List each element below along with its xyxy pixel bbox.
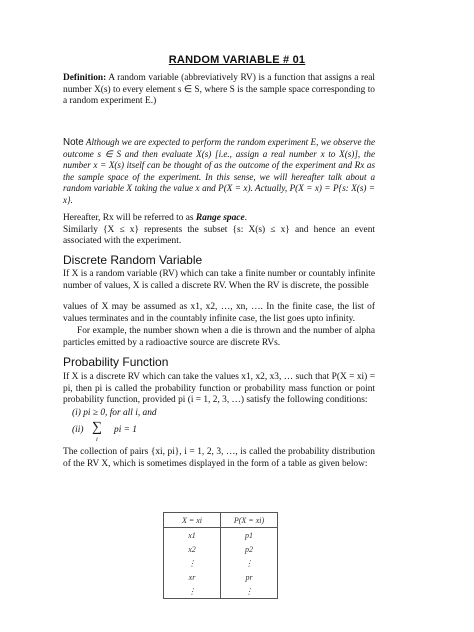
table-cell: x2 bbox=[164, 542, 221, 556]
discrete-rv-heading: Discrete Random Variable bbox=[63, 253, 203, 267]
definition-text: A random variable (abbreviatively RV) is a function that assigns a real number X(s) to every element s ∈ S, where S is the sample space corresponding to a random experiment E.) bbox=[63, 73, 375, 107]
distribution-paragraph: The collection of pairs {xi, pi}, i = 1, 2, 3, …, is called the probability distribution of the RV X, which is sometimes displayed in the form of a table as given below: bbox=[63, 447, 375, 469]
range-space-paragraph bbox=[63, 213, 375, 248]
table-header-x: X = xi bbox=[164, 513, 221, 528]
condition-2-text: pi = 1 bbox=[114, 425, 137, 435]
table-row bbox=[164, 570, 278, 584]
table-cell: p1 bbox=[221, 528, 278, 543]
probability-function-heading: Probability Function bbox=[63, 355, 169, 369]
table-cell: ⋮ bbox=[164, 556, 221, 570]
summation-index: i bbox=[96, 436, 98, 443]
range-space-period: . bbox=[244, 213, 247, 223]
discrete-paragraph-3: For example, the number shown when a die is thrown and the number of alpha particles emitted by a radioactive source are discrete RVs. bbox=[63, 326, 375, 348]
table-cell: p2 bbox=[221, 542, 278, 556]
table-row bbox=[164, 584, 278, 599]
condition-1: (i) pi ≥ 0, for all i, and bbox=[72, 408, 157, 418]
table-cell: xr bbox=[164, 570, 221, 584]
definition-label: Definition: bbox=[63, 73, 107, 83]
table-cell: ⋮ bbox=[221, 556, 278, 570]
probability-distribution-table bbox=[163, 512, 278, 599]
table-row bbox=[164, 528, 278, 543]
summation-symbol: ∑ bbox=[92, 420, 102, 435]
condition-2-label: (ii) bbox=[72, 425, 84, 435]
condition-2 bbox=[72, 425, 83, 435]
note-text: Although we are expected to perform the random experiment E, we observe the outcome s ∈ S and then evaluate X(s) [i.e., assign a real number x to X(s)], the number x = X(s) itself can be thought of as the outcome of the experiment and Rx as the sample space of the experiment. In this sense, we will hereafter talk about a random variable X taking the value x and P(X = x). Actually, P(X = x) = P{s: X(s) = x}. bbox=[63, 137, 375, 205]
table-cell: pr bbox=[221, 570, 278, 584]
discrete-paragraph-1: If X is a random variable (RV) which can take a finite number or countably infinite number of values, X is called a discrete RV. When the RV is discrete, the possible bbox=[63, 269, 375, 291]
discrete-paragraph-2: values of X may be assumed as x1, x2, …, xn, …. In the finite case, the list of values terminates and in the countably infinite case, the list goes upto infinity. bbox=[63, 302, 375, 324]
table-row bbox=[164, 542, 278, 556]
table-header-p: P(X = xi) bbox=[221, 513, 278, 528]
range-space-text: Hereafter, Rx will be referred to as bbox=[63, 213, 196, 223]
table-cell: ⋮ bbox=[221, 584, 278, 599]
note-paragraph bbox=[63, 137, 375, 207]
table-cell: x1 bbox=[164, 528, 221, 543]
definition-paragraph bbox=[63, 73, 375, 108]
range-space-term: Range space bbox=[195, 213, 245, 223]
probability-function-paragraph: If X is a discrete RV which can take the values x1, x2, x3, … such that P(X = xi) = pi, then pi is called the probability function or probability mass function or point probability function, provided pi (i = 1, 2, 3, …) satisfy the following conditions: bbox=[63, 372, 375, 406]
table-header-row bbox=[164, 513, 278, 528]
page-title: RANDOM VARIABLE # 01 bbox=[168, 54, 306, 66]
range-space-line2: Similarly {X ≤ x} represents the subset {s: X(s) ≤ x} and hence an event associated with the experiment. bbox=[63, 224, 375, 247]
table-cell: ⋮ bbox=[164, 584, 221, 599]
table-row bbox=[164, 556, 278, 570]
note-label: Note bbox=[63, 137, 84, 148]
